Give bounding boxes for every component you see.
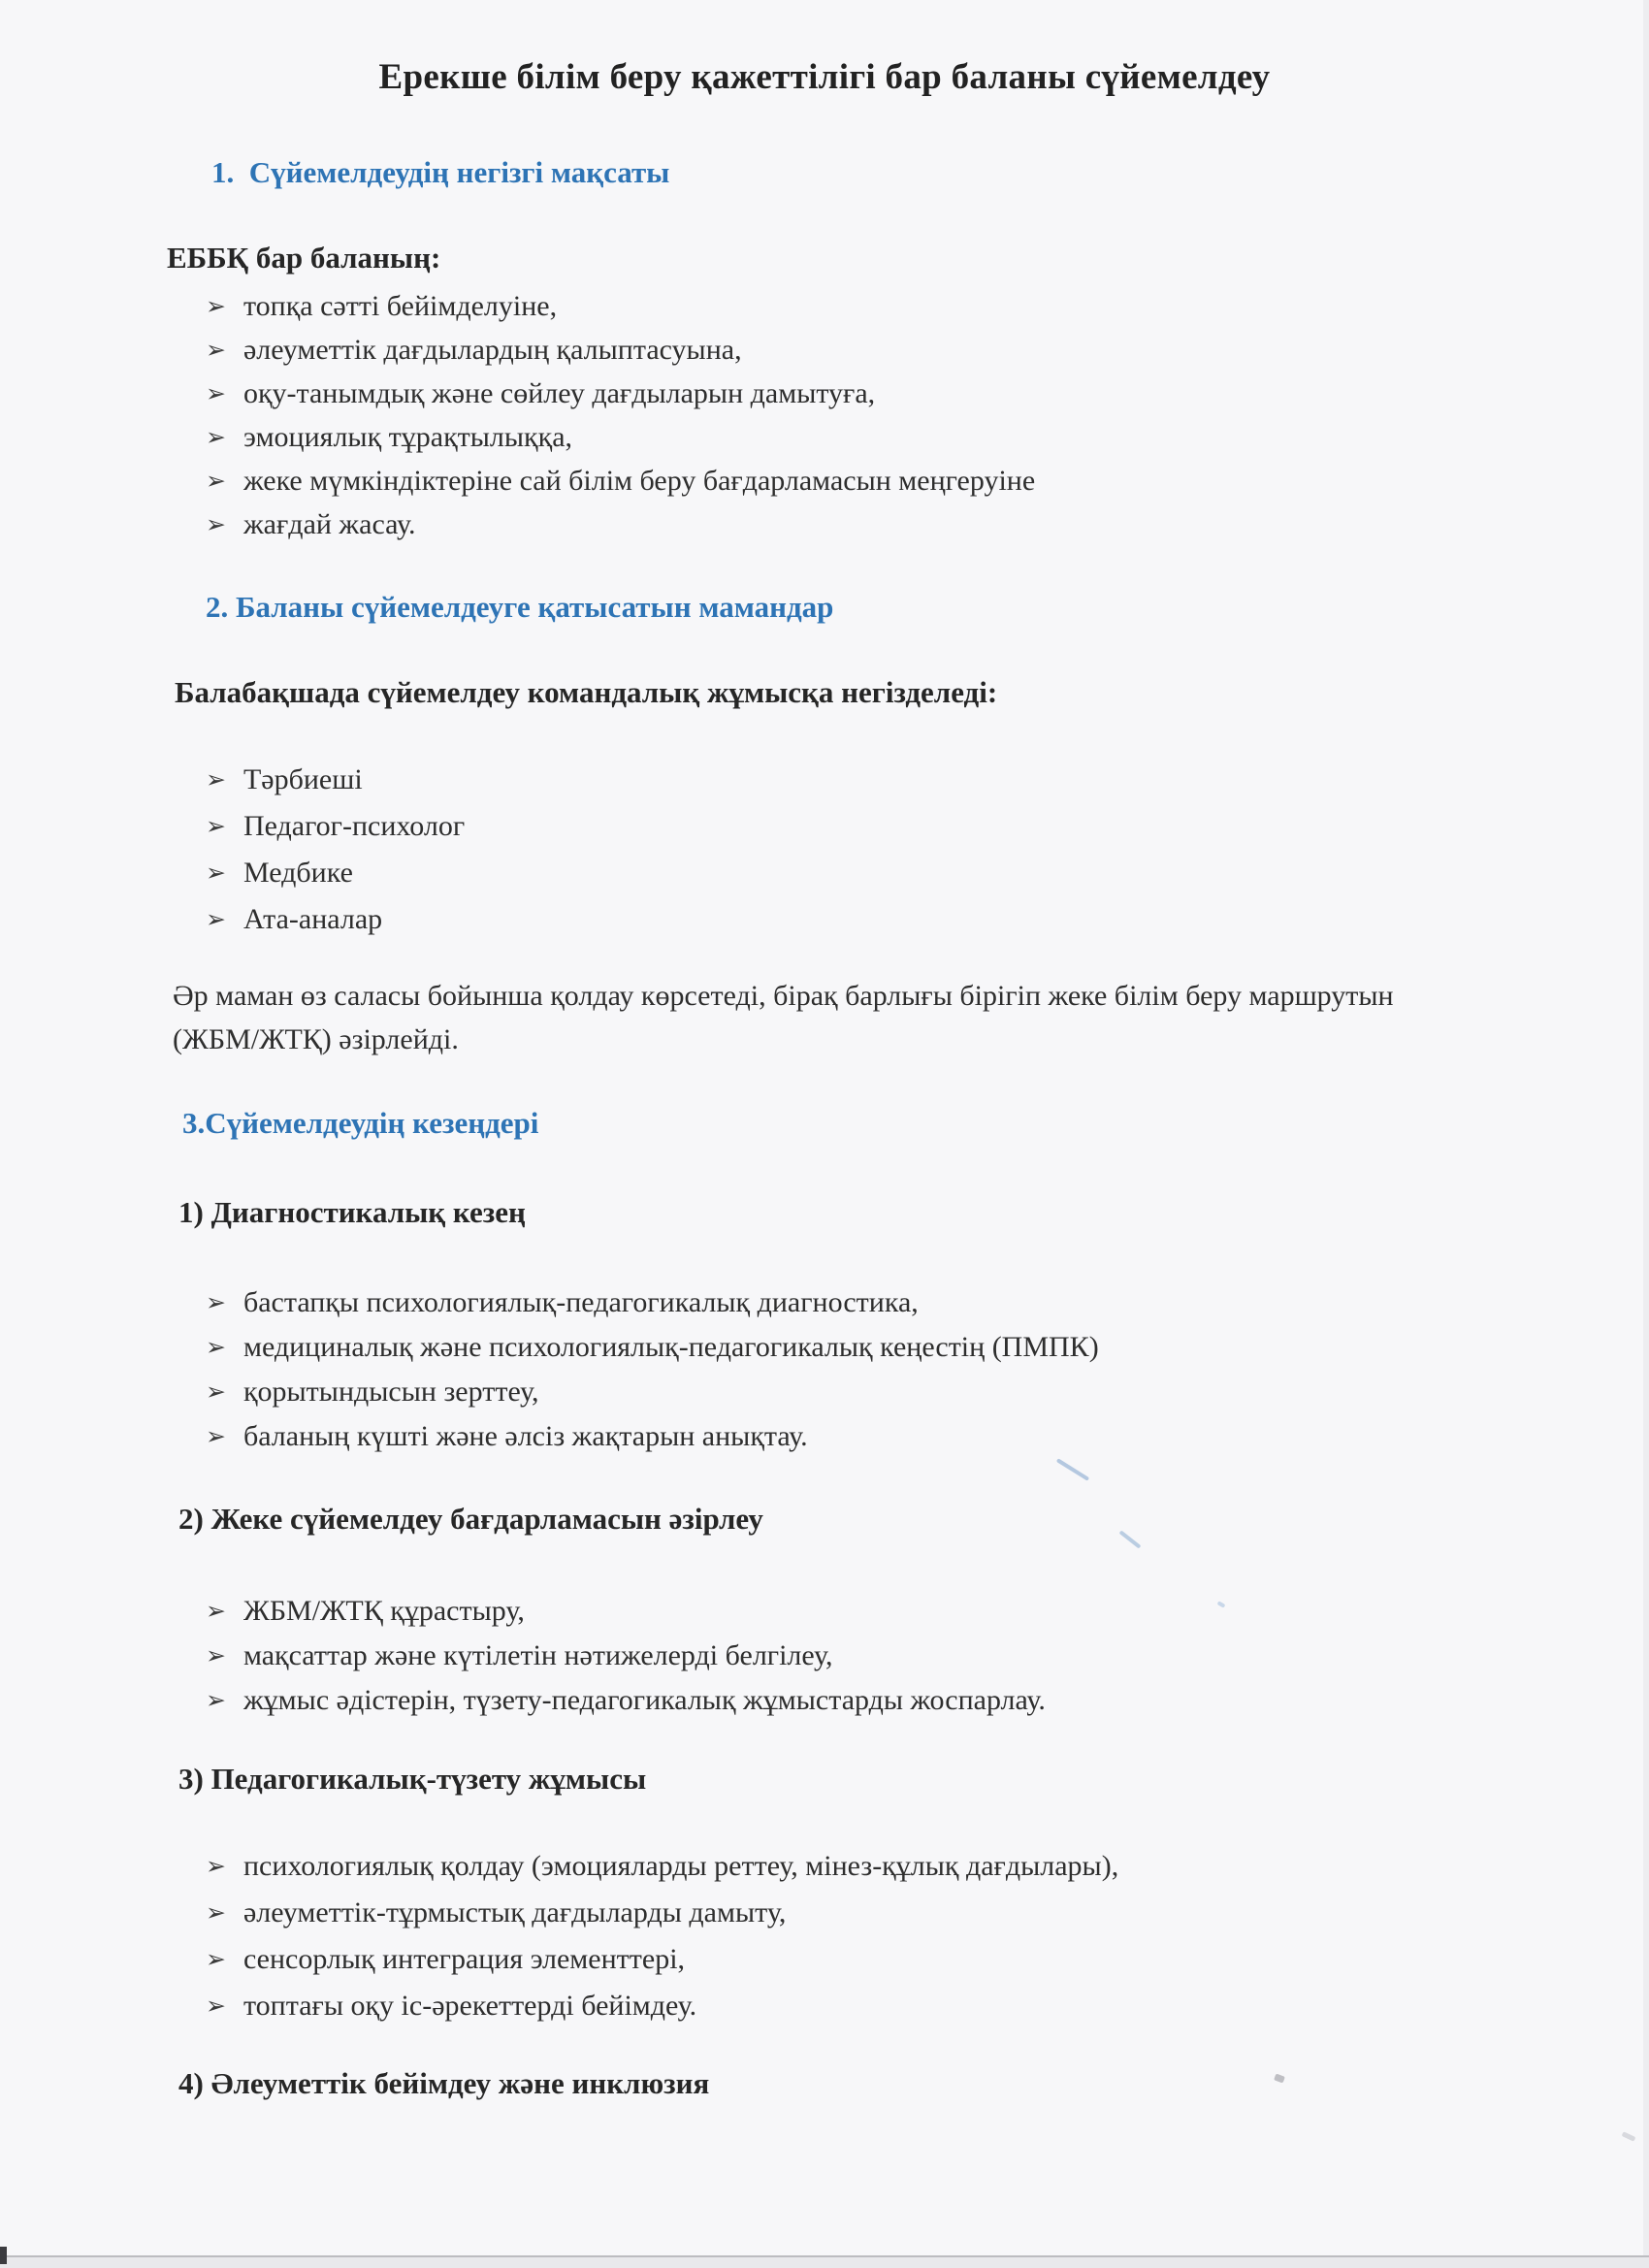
bullet-text: сенсорлық интеграция элементтері,: [242, 1943, 686, 1975]
list-item: [206, 416, 1035, 460]
arrow-bullet-icon: ➢: [206, 812, 226, 840]
ebbq-subheading: ЕББҚ бар баланың:: [167, 241, 441, 275]
list-item: [206, 850, 465, 896]
team-paragraph: Әр маман өз саласы бойынша қолдау көрсетеді, бірақ барлығы бірігіп жеке білім беру маршрутын (ЖБМ/ЖТҚ) әзірлейді.: [173, 980, 1394, 1055]
bullet-text: жұмыс әдістерін, түзету-педагогикалық жұмыстарды жоспарлау.: [242, 1684, 1046, 1716]
bullet-text: бастапқы психологиялық-педагогикалық диагностика,: [242, 1286, 919, 1318]
list-item: [206, 1414, 1099, 1459]
stage-4-heading: 4) Әлеуметтік бейімдеу және инклюзия: [178, 2066, 710, 2100]
list-item: [206, 757, 465, 803]
list-item: [206, 1678, 1046, 1723]
bullet-text: әлеуметтік-тұрмыстық дағдыларды дамыту,: [242, 1896, 787, 1928]
ink-speck: [1274, 2074, 1285, 2084]
bullet-text: психологиялық қолдау (эмоцияларды реттеу, мінез-құлық дағдылары),: [242, 1850, 1119, 1882]
scan-right-edge: [1643, 0, 1649, 2268]
correction-list: [206, 1843, 1118, 2029]
bullet-text: медициналық және психологиялық-педагогикалық кеңестің (ПМПК): [242, 1331, 1099, 1363]
bullet-text: топтағы оқу іс-әрекеттерді бейімдеу.: [242, 1990, 697, 2022]
bullet-text: ЖБМ/ЖТҚ құрастыру,: [242, 1595, 525, 1627]
program-list: [206, 1589, 1046, 1723]
scan-bottom-edge: [0, 2255, 1649, 2268]
arrow-bullet-icon: ➢: [206, 1422, 226, 1450]
list-item: [206, 503, 1035, 547]
list-item: [206, 329, 1035, 373]
arrow-bullet-icon: ➢: [206, 1597, 226, 1625]
bullet-text: топқа сәтті бейімделуіне,: [242, 290, 558, 322]
bullet-text: баланың күшті және әлсіз жақтарын анықтау.: [242, 1420, 808, 1452]
list-item: [206, 1936, 1118, 1983]
ink-speck: [1622, 2131, 1636, 2141]
arrow-bullet-icon: ➢: [206, 379, 226, 407]
bullet-text: Тәрбиеші: [242, 763, 363, 795]
team-subheading: Балабақшада сүйемелдеу командалық жұмысқа негізделеді:: [175, 675, 998, 709]
list-item: [206, 285, 1035, 329]
section-3-heading: 3.Сүйемелдеудің кезеңдері: [182, 1106, 539, 1140]
bullet-text: қорытындысын зерттеу,: [242, 1376, 539, 1408]
list-item: [206, 460, 1035, 503]
stage-3-heading: 3) Педагогикалық-түзету жұмысы: [178, 1762, 647, 1796]
bullet-text: Педагог-психолог: [242, 810, 466, 842]
list-item: [206, 1983, 1118, 2029]
arrow-bullet-icon: ➢: [206, 1288, 226, 1316]
arrow-bullet-icon: ➢: [206, 292, 226, 320]
specialists-list: [206, 757, 465, 943]
section-1-heading: 1. Сүйемелдеудің негізгі мақсаты: [211, 155, 670, 189]
diagnostics-list: [206, 1280, 1099, 1459]
arrow-bullet-icon: ➢: [206, 1641, 226, 1669]
arrow-bullet-icon: ➢: [206, 1898, 226, 1927]
arrow-bullet-icon: ➢: [206, 1333, 226, 1361]
list-item: [206, 1280, 1099, 1325]
list-item: [206, 1589, 1046, 1634]
arrow-bullet-icon: ➢: [206, 467, 226, 495]
document-title: Ерекше білім беру қажеттілігі бар баланы сүйемелдеу: [378, 57, 1271, 97]
bullet-text: оқу-танымдық және сөйлеу дағдыларын дамытуға,: [242, 377, 876, 409]
bullet-text: әлеуметтік дағдылардың қалыптасуына,: [242, 334, 742, 366]
arrow-bullet-icon: ➢: [206, 765, 226, 794]
arrow-bullet-icon: ➢: [206, 423, 226, 451]
bullet-text: эмоциялық тұрақтылыққа,: [242, 421, 573, 453]
bullet-text: мақсаттар және күтілетін нәтижелерді белгілеу,: [242, 1639, 833, 1671]
bullet-text: Ата-аналар: [242, 903, 383, 935]
arrow-bullet-icon: ➢: [206, 905, 226, 933]
bullet-text: Медбике: [242, 857, 353, 889]
stage-1-heading: 1) Диагностикалық кезең: [178, 1195, 526, 1229]
bullet-text: жағдай жасау.: [242, 508, 416, 540]
section-2-heading: 2. Баланы сүйемелдеуге қатысатын мамандар: [206, 590, 834, 624]
bullet-text: жеке мүмкіндіктеріне сай білім беру бағдарламасын меңгеруіне: [242, 465, 1036, 497]
list-item: [206, 1634, 1046, 1678]
arrow-bullet-icon: ➢: [206, 859, 226, 887]
list-item: [206, 373, 1035, 416]
arrow-bullet-icon: ➢: [206, 1686, 226, 1714]
list-item: [206, 1370, 1099, 1414]
arrow-bullet-icon: ➢: [206, 1992, 226, 2020]
list-item: [206, 1325, 1099, 1370]
arrow-bullet-icon: ➢: [206, 510, 226, 538]
ink-speck: [1119, 1530, 1142, 1548]
list-item: [206, 896, 465, 943]
arrow-bullet-icon: ➢: [206, 1945, 226, 1973]
stage-2-heading: 2) Жеке сүйемелдеу бағдарламасын әзірлеу: [178, 1502, 763, 1536]
list-item: [206, 803, 465, 850]
list-item: [206, 1843, 1118, 1890]
scan-corner-mark: [0, 2247, 7, 2264]
arrow-bullet-icon: ➢: [206, 1852, 226, 1880]
goals-list: [206, 285, 1035, 547]
ink-speck: [1056, 1458, 1089, 1481]
ink-speck: [1217, 1601, 1226, 1607]
arrow-bullet-icon: ➢: [206, 336, 226, 364]
list-item: [206, 1890, 1118, 1936]
arrow-bullet-icon: ➢: [206, 1377, 226, 1406]
